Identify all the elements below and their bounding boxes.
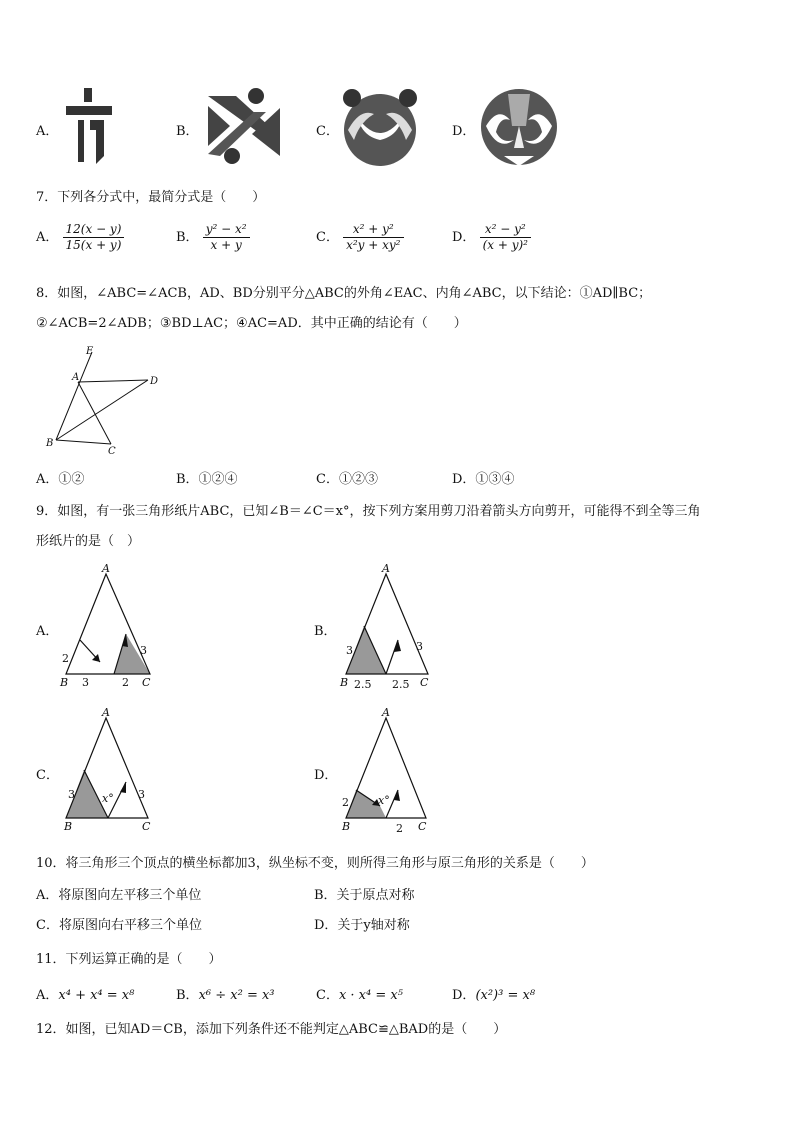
q8-option-c: C．①②③	[316, 472, 378, 487]
q7-option-c-numerator: x² + y²	[343, 222, 403, 238]
q8-label-b: B	[46, 438, 54, 449]
q7-option-a-label: A．	[36, 230, 59, 245]
q9-figure-b	[334, 562, 444, 698]
q8-line-ac	[78, 382, 111, 444]
q6-option-b-label: B．	[176, 124, 199, 139]
q8-label-d: D	[150, 376, 159, 387]
chinese-character-logo-icon	[64, 86, 114, 172]
q8-line-bc	[56, 440, 111, 444]
q7-option-d	[452, 222, 531, 253]
q11-option-b	[176, 984, 275, 1003]
q7-option-c-denominator: x²y + xy²	[346, 238, 401, 252]
q9-stem-line2: 形纸片的是（ ）	[36, 534, 141, 549]
q9-stem-line1: 9．如图，有一张三角形纸片ABC，已知∠B＝∠C＝x°，按下列方案用剪刀沿着箭头方向剪开，可能得不到全等三角	[36, 504, 701, 519]
q11-option-d-expr: (x²)³ = x⁸	[475, 988, 536, 1003]
q7-option-a	[36, 222, 124, 253]
q9a-vertex-c: C	[142, 676, 151, 689]
q7-option-a-fraction	[63, 222, 125, 253]
q11-option-c-label: C．	[316, 988, 339, 1003]
q9-option-b-label: B．	[314, 624, 337, 639]
q9d-num1: 2	[342, 796, 349, 809]
q7-option-d-denominator: (x + y)²	[482, 238, 528, 252]
q11-option-c	[316, 984, 403, 1003]
q7-option-c-label: C．	[316, 230, 339, 245]
q7-stem: 7．下列各分式中，最简分式是（ ）	[36, 190, 266, 205]
q10-option-b: B．关于原点对称	[314, 888, 415, 903]
q9c-vertex-a: A	[102, 706, 110, 719]
q9b-vertex-a: A	[382, 562, 390, 575]
panda-circle-logo-icon	[340, 88, 420, 172]
q11-option-a	[36, 984, 134, 1003]
q9b-num3: 2.5	[392, 678, 410, 691]
q9d-vertex-a: A	[382, 706, 390, 719]
q9b-vertex-b: B	[340, 676, 349, 689]
q11-option-d	[452, 984, 535, 1003]
q10-stem: 10．将三角形三个顶点的横坐标都加3，纵坐标不变，则所得三角形与原三角形的关系是（ ）	[36, 856, 594, 871]
q9c-num1: 3	[68, 788, 75, 801]
q9-option-a-label: A．	[36, 624, 59, 639]
crossed-ribbon-logo-icon	[206, 86, 282, 170]
q7-option-b-denominator: x + y	[210, 238, 242, 252]
q6-option-a-label: A．	[36, 124, 59, 139]
q7-option-c-fraction	[343, 222, 403, 253]
q9a-vertex-b: B	[60, 676, 69, 689]
q9c-num3: 3	[138, 788, 145, 801]
q11-stem: 11．下列运算正确的是（ ）	[36, 952, 222, 967]
q11-option-a-label: A．	[36, 988, 59, 1003]
q8-option-b: B．①②④	[176, 472, 238, 487]
q9c-vertex-b: B	[64, 820, 73, 833]
q9a-num4: 3	[140, 644, 147, 657]
q7-option-b	[176, 222, 250, 253]
q9d-vertex-c: C	[418, 820, 427, 833]
q7-option-d-fraction	[480, 222, 531, 253]
q9b-num2: 2.5	[354, 678, 372, 691]
q9a-num3: 2	[122, 676, 129, 689]
q9d-num2: x°	[378, 794, 390, 807]
q7-option-c	[316, 222, 404, 253]
q9-figure-c	[54, 706, 164, 842]
q11-option-b-label: B．	[176, 988, 199, 1003]
q9c-vertex-c: C	[142, 820, 151, 833]
q8-stem-line1: 8．如图，∠ABC=∠ACB，AD、BD分别平分△ABC的外角∠EAC、内角∠ABC，以下结论：①AD∥BC；	[36, 286, 652, 301]
q8-option-d: D．①③④	[452, 472, 515, 487]
q9b-num1: 3	[346, 644, 353, 657]
q11-option-a-expr: x⁴ + x⁴ = x⁸	[58, 988, 135, 1003]
q9d-vertex-b: B	[342, 820, 351, 833]
q7-option-d-label: D．	[452, 230, 476, 245]
q10-option-c: C．将原图向右平移三个单位	[36, 918, 202, 933]
q6-option-c-label: C．	[316, 124, 339, 139]
q7-option-b-label: B．	[176, 230, 199, 245]
q12-stem: 12．如图，已知AD＝CB，添加下列条件还不能判定△ABC≌△BAD的是（ ）	[36, 1022, 507, 1037]
q7-option-b-numerator: y² − x²	[203, 222, 250, 238]
q9a-num1: 2	[62, 652, 69, 665]
q8-label-e: E	[86, 346, 94, 357]
q8-option-a: A．①②	[36, 472, 85, 487]
q9d-num3: 2	[396, 822, 403, 835]
q11-option-b-expr: x⁶ ÷ x² = x³	[198, 988, 275, 1003]
q7-option-a-denominator: 15(x + y)	[65, 238, 122, 252]
q6-option-d-label: D．	[452, 124, 476, 139]
q9b-vertex-c: C	[420, 676, 429, 689]
q7-option-b-fraction	[203, 222, 250, 253]
q9-figure-d	[334, 706, 444, 842]
cup-swirl-logo-icon	[478, 86, 560, 172]
q10-option-a: A．将原图向左平移三个单位	[36, 888, 202, 903]
q9-option-d-label: D．	[314, 768, 338, 783]
q8-line-ad	[78, 380, 148, 382]
q8-figure	[36, 340, 176, 464]
q11-option-d-label: D．	[452, 988, 476, 1003]
q9-option-c-label: C．	[36, 768, 59, 783]
q8-line-eb	[56, 352, 92, 440]
q9c-num2: x°	[102, 792, 114, 805]
q10-option-d: D．关于y轴对称	[314, 918, 410, 933]
q9b-num4: 3	[416, 640, 423, 653]
q8-label-a: A	[72, 372, 80, 383]
q7-option-d-numerator: x² − y²	[480, 222, 531, 238]
q8-label-c: C	[108, 446, 116, 457]
q11-option-c-expr: x · x⁴ = x⁵	[338, 988, 403, 1003]
q9a-num2: 3	[82, 676, 89, 689]
q9-figure-a	[54, 562, 164, 698]
q8-stem-line2: ②∠ACB=2∠ADB；③BD⊥AC；④AC=AD．其中正确的结论有（ ）	[36, 316, 467, 331]
q7-option-a-numerator: 12(x − y)	[63, 222, 125, 238]
q9a-vertex-a: A	[102, 562, 110, 575]
q8-line-bd	[56, 380, 148, 440]
